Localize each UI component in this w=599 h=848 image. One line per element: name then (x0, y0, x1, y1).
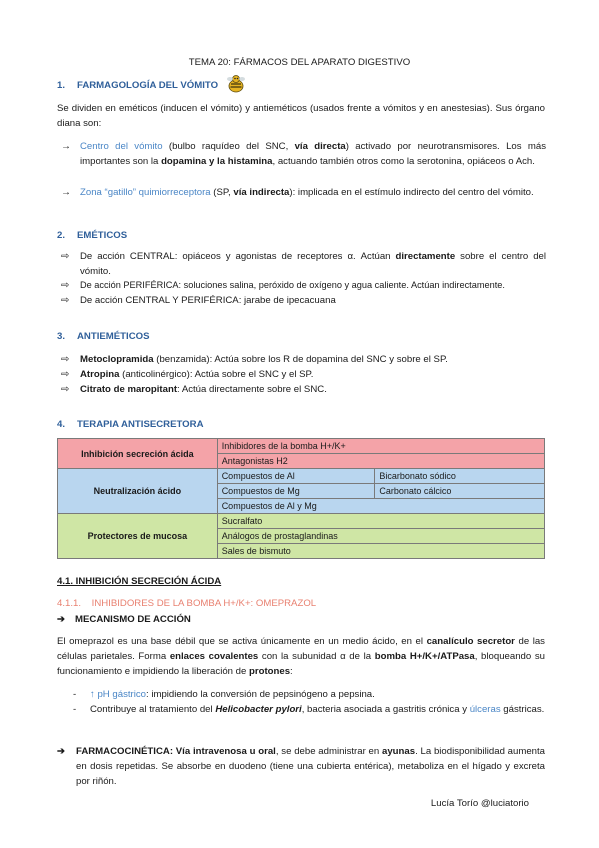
link-text: Zona “gatillo” quimiorreceptora (80, 187, 211, 198)
section-3-heading (57, 331, 150, 342)
bold-text: bomba H+/K+/ATPasa (374, 651, 475, 662)
bold-text: dopamina y la histamina (161, 156, 273, 167)
section-number: 2. (57, 230, 66, 241)
link-text: úlceras (469, 704, 501, 715)
hand-pointer-icon: ⇨ (61, 280, 70, 291)
bold-text: intravenosa u oral (192, 746, 276, 757)
hand-pointer-icon: ⇨ (61, 354, 70, 365)
bullet-trigger-zone (61, 185, 546, 200)
table-cell: Compuestos de Al (217, 469, 375, 484)
bullet-vomit-center (61, 139, 547, 169)
text: (anticolinérgico): Actúa sobre el SNC y el SP. (119, 369, 314, 380)
bold-text: vía indirecta (233, 187, 290, 198)
section-4-heading (57, 419, 204, 430)
section-1-heading (57, 80, 218, 91)
text: (SP, (210, 187, 234, 198)
bold-text: Atropina (80, 369, 120, 380)
text: El omeprazol es una base débil que se activa únicamente en un medio ácido, en el (57, 636, 427, 647)
bullet-maropitant (61, 382, 546, 397)
bold-text: ayunas (382, 746, 416, 757)
text: (bulbo raquídeo del SNC, (162, 141, 295, 152)
table-cell: Antagonistas H2 (217, 454, 544, 469)
section-2-heading (57, 230, 127, 241)
hand-pointer-icon: ⇨ (61, 369, 70, 380)
text: MECANISMO DE ACCIÓN (75, 614, 191, 625)
footer-author: Lucía Torío @luciatorio (430, 798, 529, 809)
table-cell: Inhibidores de la bomba H+/K+ (217, 439, 544, 454)
section-1-intro: Se dividen en eméticos (inducen el vómito) y antieméticos (usados frente a vómitos y en anestesias). Sus órgano diana son: (57, 103, 545, 129)
bullet-metoclopramide (61, 352, 546, 367)
bold-text: Metoclopramida (80, 354, 154, 365)
dash-marker: - (73, 704, 77, 715)
text: , bacteria asociada a gastritis crónica y (301, 704, 470, 715)
link-text: Centro del vómito (80, 141, 163, 152)
bullet-atropine (61, 367, 546, 382)
table-cell: Bicarbonato sódico (375, 469, 545, 484)
hand-pointer-icon: ⇨ (61, 251, 70, 262)
subsection-4-1-1-heading: 4.1.1. INHIBIDORES DE LA BOMBA H+/K+: OMEPRAZOL (57, 598, 317, 609)
text: : impidiendo la conversión de pepsinógeno a pepsina. (145, 689, 375, 700)
bee-mascot-icon (225, 73, 247, 95)
text: , se debe administrar en (275, 746, 382, 757)
arrow-right-icon: ➔ (57, 746, 66, 757)
table-row (58, 469, 545, 484)
section-title: EMÉTICOS (77, 230, 128, 241)
text: De acción CENTRAL Y PERIFÉRICA: jarabe de ipecacuana (80, 295, 336, 306)
text: : (290, 666, 293, 677)
text: , actuando también otros como la serotonina, opiáceos o Ach. (272, 156, 535, 167)
text: De acción PERIFÉRICA: soluciones salina, peróxido de oxígeno y agua caliente. Actúan indirectamente. (80, 280, 505, 290)
text: sobre el centro del vómito. (80, 251, 546, 277)
bold-text: : Vía (169, 746, 193, 757)
bullet-peripheral (61, 278, 546, 293)
bullet-central (61, 249, 546, 279)
antisecretory-table (57, 438, 545, 559)
arrow-right-icon: → (61, 187, 71, 198)
table-cell: Sucralfato (217, 514, 544, 529)
dash-marker: - (73, 689, 77, 700)
text: ): implicada en el estímulo indirecto del centro del vómito. (289, 187, 534, 198)
text: gástricas. (500, 704, 545, 715)
text: ) activado por neurotransmisores. Los más importantes son la (80, 141, 547, 167)
bold-italic-text: Helicobacter pylori (215, 704, 302, 715)
table-cell: Compuestos de Al y Mg (217, 499, 544, 514)
table-cell: Compuestos de Mg (217, 484, 375, 499)
section-title: ANTIEMÉTICOS (77, 331, 150, 342)
dash-item-ph (73, 687, 546, 702)
hand-pointer-icon: ⇨ (61, 384, 70, 395)
table-category-cell: Protectores de mucosa (58, 514, 218, 559)
link-text: ↑ pH gástrico (90, 689, 146, 700)
table-row (58, 439, 545, 454)
text: con la subunidad α de la (258, 651, 375, 662)
omeprazol-paragraph (57, 634, 545, 679)
hand-pointer-icon: ⇨ (61, 295, 70, 306)
text: : Actúa directamente sobre el SNC. (177, 384, 327, 395)
table-row (58, 514, 545, 529)
arrow-right-icon: ➔ (57, 614, 66, 625)
pharmacokinetics-paragraph (57, 744, 546, 789)
bold-text: directamente (395, 251, 456, 262)
text: . La biodisponibilidad aumenta en dosis repetidas. Se absorbe en duodeno (tiene una cubierta entérica), metaboliza en el hígado y excreta por riñón. (76, 746, 546, 787)
bold-text: enlaces covalentes (169, 651, 259, 662)
bold-text: Citrato de maropitant (80, 384, 178, 395)
text: , bloqueando su funcionamiento e impidiendo la liberación de (57, 651, 545, 677)
bold-text: canalículo secretor (426, 636, 515, 647)
section-number: 4. (57, 419, 66, 430)
table-cell: Sales de bismuto (217, 544, 544, 559)
page-title: TEMA 20: FÁRMACOS DEL APARATO DIGESTIVO (188, 57, 411, 68)
dash-item-helicobacter (73, 702, 546, 717)
arrow-right-icon: → (61, 141, 71, 152)
bold-text: protones (249, 666, 291, 677)
table-category-cell: Inhibición secreción ácida (58, 439, 218, 469)
text: De acción CENTRAL: opiáceos y agonistas de receptores α. Actúan (80, 251, 396, 262)
subsection-4-1-heading: 4.1. INHIBICIÓN SECRECIÓN ÁCIDA (57, 576, 222, 587)
mechanism-heading (57, 614, 191, 625)
bold-text: FARMACOCINÉTICA (76, 746, 170, 757)
text: de las células parietales. Forma (57, 636, 545, 662)
table-cell: Carbonato cálcico (375, 484, 545, 499)
section-title: FARMAGOLOGÍA DEL VÓMITO (77, 80, 219, 91)
section-title: TERAPIA ANTISECRETORA (77, 419, 204, 430)
section-number: 1. (57, 80, 66, 91)
text: (benzamida): Actúa sobre los R de dopamina del SNC y sobre el SP. (153, 354, 448, 365)
text: Contribuye al tratamiento del (90, 704, 216, 715)
bold-text: vía directa (294, 141, 346, 152)
bullet-central-peripheral (61, 293, 546, 308)
section-number: 3. (57, 331, 66, 342)
table-cell: Análogos de prostaglandinas (217, 529, 544, 544)
table-category-cell: Neutralización ácido (58, 469, 218, 514)
